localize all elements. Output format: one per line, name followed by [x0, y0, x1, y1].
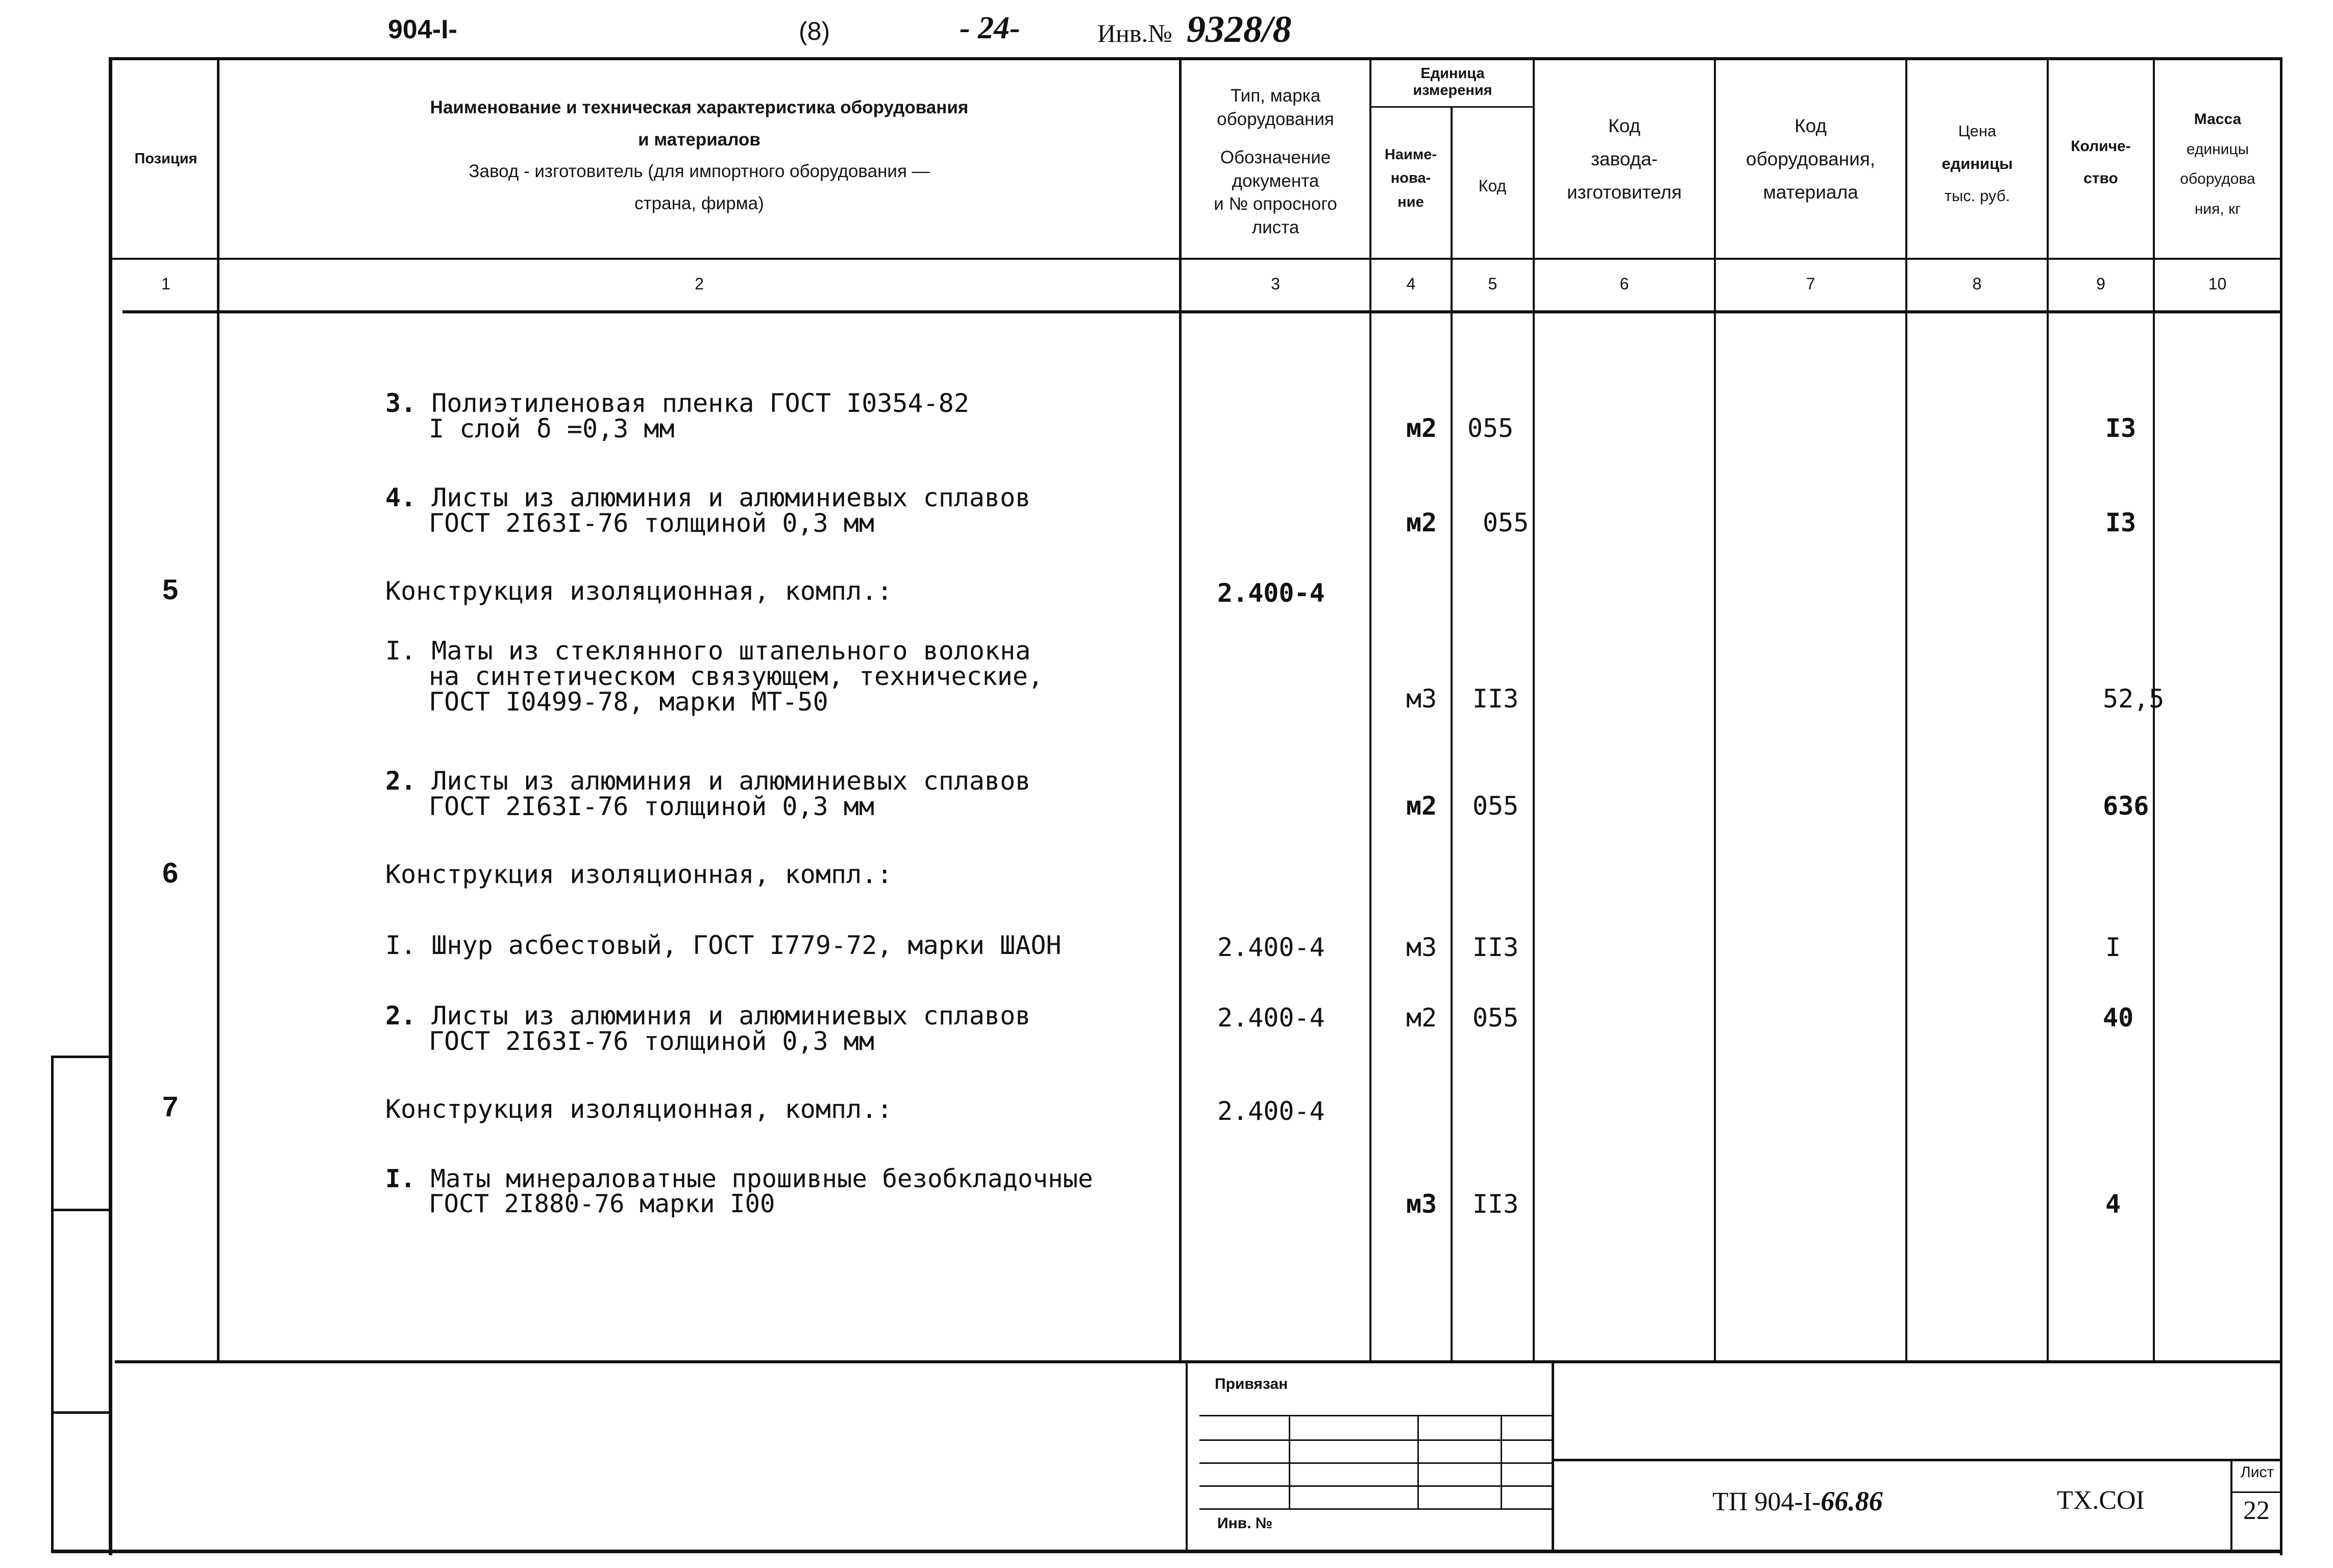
table-row	[385, 1003, 1030, 1054]
row-3-text-1: Маты из стеклянного штапельного волокна	[431, 636, 1031, 666]
col-number-7: 7	[1806, 275, 1815, 293]
stamp-sheet-label: Лист	[2241, 1464, 2274, 1481]
col-divider-7	[1905, 57, 1907, 1362]
row-0-unit: м2	[1406, 413, 1437, 443]
row-6-unit: м3	[1406, 933, 1437, 962]
col-3-header-line1: Тип, марка	[1230, 86, 1321, 106]
row-7-doc: 2.400-4	[1217, 1003, 1325, 1033]
stamp-right-hline	[1554, 1459, 2281, 1461]
table-row	[385, 578, 892, 604]
top-sheet-paren: (8)	[799, 17, 830, 45]
table-row	[385, 485, 1030, 536]
col-divider-3	[1369, 57, 1371, 1362]
col-divider-2	[1179, 57, 1182, 1362]
row-8-position: 7	[162, 1090, 179, 1122]
row-4-unit: м2	[1406, 791, 1437, 821]
stamp-sheet-vline	[2230, 1459, 2232, 1551]
col-10-header-line3: оборудова	[2180, 170, 2255, 187]
col-7-header-line1: Код	[1795, 115, 1827, 136]
row-0-text-1: Полиэтиленовая пленка ГОСТ I0354-82	[431, 388, 969, 418]
row-1-text-1: Листы из алюминия и алюминиевых сплавов	[431, 483, 1031, 512]
stamp-grid-v3	[1501, 1415, 1502, 1510]
margin-tick-2	[51, 1209, 110, 1211]
col-5-header: Код	[1478, 177, 1507, 195]
frame-right	[2280, 57, 2282, 1555]
row-9-number: I.	[385, 1164, 416, 1193]
col-7-header-line2: оборудования,	[1746, 148, 1876, 169]
row-3-number: I.	[385, 636, 416, 666]
col-45-header-line1: Единица	[1420, 65, 1485, 82]
row-0-number: 3.	[385, 388, 416, 418]
top-inv-label: Инв.№	[1097, 19, 1172, 47]
row-2-position: 5	[162, 573, 179, 605]
row-3-qty: 52,5	[2103, 684, 2165, 714]
row-9-qty: 4	[2105, 1189, 2121, 1219]
row-0-line2: I слой δ =0,3 мм	[429, 414, 675, 444]
top-series: 904-I-	[388, 15, 457, 44]
col-1-header: Позиция	[134, 151, 198, 167]
col-8-header	[1909, 115, 2046, 212]
col-10-header-line1: Масса	[2194, 111, 2242, 128]
col-divider-5	[1533, 57, 1535, 1362]
stamp-doc-code-prefix: ТП 904-I-	[1712, 1487, 1821, 1516]
col-2-header-line2: и материалов	[638, 129, 760, 150]
row-2-text: Конструкция изоляционная, компл.:	[385, 576, 893, 606]
row-9-unit: м3	[1406, 1189, 1437, 1219]
stamp-grid-h4	[1199, 1485, 1552, 1487]
frame-bottom	[51, 1550, 2282, 1553]
row-6-number: I.	[385, 930, 416, 960]
col-number-8: 8	[1972, 275, 1982, 293]
table-row	[385, 768, 1030, 819]
col-8-header-line1: Цена	[1958, 122, 1997, 140]
table-row	[385, 862, 892, 887]
col-9-header-line2: ство	[2083, 170, 2118, 187]
col-2-header-line4: страна, фирма)	[634, 193, 764, 213]
row-7-line1	[385, 1001, 1031, 1031]
col-number-1: 1	[161, 275, 170, 293]
row-1-qty: I3	[2105, 508, 2136, 537]
stamp-divider	[115, 1360, 2281, 1363]
col-2-header-line1: Наименование и техническая характеристика оборудования	[430, 97, 969, 117]
col-8-header-line2: единицы	[1942, 154, 2013, 173]
stamp-grid-v2	[1417, 1415, 1419, 1510]
col-7-header	[1717, 110, 1904, 209]
col-10-header-line2: единицы	[2186, 140, 2249, 158]
stamp-grid-h5	[1199, 1508, 1552, 1510]
col-number-4: 4	[1406, 275, 1416, 293]
row-3-line1	[385, 638, 1043, 664]
row-9-line2: ГОСТ 2I880-76 марки I00	[429, 1189, 775, 1218]
col-4-header-line1: Наиме-	[1384, 146, 1437, 163]
row-0-code: 055	[1467, 413, 1514, 443]
row-9-code: II3	[1472, 1189, 1519, 1219]
row-1-unit: м2	[1406, 508, 1437, 537]
margin-tick-3	[51, 1411, 110, 1414]
row-3-line3: ГОСТ I0499-78, марки МТ-50	[429, 687, 828, 717]
col-divider-6	[1714, 57, 1716, 1362]
stamp-mid-border	[1552, 1362, 1554, 1551]
row-3-code: II3	[1472, 684, 1519, 714]
unit-group-divider	[1370, 106, 1535, 108]
stamp-sheet-hline	[2230, 1491, 2281, 1493]
row-6-doc: 2.400-4	[1217, 933, 1325, 962]
row-7-unit: м2	[1406, 1003, 1437, 1033]
row-1-number: 4.	[385, 483, 416, 512]
col-number-9: 9	[2096, 275, 2105, 293]
row-4-text-1: Листы из алюминия и алюминиевых сплавов	[431, 766, 1031, 796]
row-3-line2: на синтетическом связующем, технические,	[429, 662, 1044, 691]
col-4-header	[1372, 143, 1450, 214]
col-10-header-line4: ния, кг	[2194, 200, 2241, 217]
stamp-privyazan: Привязан	[1215, 1376, 1288, 1392]
col-3-header-line4: документа	[1232, 170, 1319, 191]
frame-left	[109, 57, 112, 1555]
col-6-header-line1: Код	[1608, 115, 1640, 136]
row-4-code: 055	[1472, 791, 1519, 821]
col-6-header-line3: изготовителя	[1566, 181, 1682, 203]
stamp-inv-no: Инв. №	[1217, 1515, 1273, 1532]
table-row	[385, 638, 1043, 715]
col-number-5: 5	[1488, 275, 1497, 293]
row-6-line1	[385, 930, 1062, 960]
top-inv-number: 9328/8	[1187, 9, 1292, 51]
col-number-3: 3	[1271, 275, 1280, 293]
col-45-header-line2: измерения	[1413, 82, 1492, 99]
margin-tick-1	[51, 1056, 110, 1058]
header-number-row-top	[110, 258, 2281, 260]
col-4-header-line2: нова-	[1390, 170, 1431, 187]
row-3-unit: м3	[1406, 684, 1437, 714]
col-number-6: 6	[1619, 275, 1629, 293]
col-9-header	[2050, 130, 2152, 194]
row-4-line2: ГОСТ 2I63I-76 толщиной 0,3 мм	[429, 792, 874, 821]
table-row	[385, 390, 969, 442]
col-45-header	[1373, 65, 1532, 100]
row-5-position: 6	[162, 856, 179, 889]
col-number-10: 10	[2208, 275, 2227, 293]
row-7-line2: ГОСТ 2I63I-76 толщиной 0,3 мм	[429, 1026, 874, 1056]
col-number-2: 2	[695, 275, 704, 293]
col-4-header-line3: ние	[1397, 193, 1424, 210]
row-1-line2: ГОСТ 2I63I-76 толщиной 0,3 мм	[429, 508, 874, 538]
row-4-line1	[385, 768, 1030, 794]
row-4-number: 2.	[385, 766, 416, 796]
stamp-grid-h1	[1199, 1415, 1552, 1416]
col-8-header-line3: тыс. руб.	[1944, 187, 2010, 205]
stamp-grid-h2	[1199, 1439, 1552, 1441]
stamp-grid-h3	[1199, 1462, 1552, 1464]
col-10-header	[2156, 105, 2279, 224]
frame-top	[110, 57, 2281, 60]
row-6-text-1: Шнур асбестовый, ГОСТ I779-72, марки ШАОН	[431, 930, 1062, 960]
col-9-header-line1: Количе-	[2071, 138, 2131, 155]
col-6-header-line2: завода-	[1590, 148, 1658, 169]
row-4-qty: 636	[2103, 791, 2149, 821]
row-7-qty: 40	[2103, 1003, 2134, 1033]
row-7-code: 055	[1472, 1003, 1519, 1033]
row-2-doc: 2.400-4	[1217, 578, 1325, 608]
row-7-number: 2.	[385, 1001, 416, 1031]
col-3-header	[1183, 84, 1368, 239]
col-2-header	[225, 94, 1174, 217]
row-0-qty: I3	[2105, 413, 2136, 443]
row-6-qty: I	[2105, 933, 2121, 962]
stamp-doc-code	[1712, 1485, 1883, 1517]
stamp-doc-section: ТХ.СОI	[2057, 1486, 2145, 1515]
stamp-grid-v1	[1289, 1415, 1290, 1510]
margin-left-bar	[51, 1056, 54, 1553]
col-3-header-line3: Обозначение	[1220, 148, 1331, 167]
table-row	[385, 1096, 892, 1122]
row-5-text: Конструкция изоляционная, компл.:	[385, 860, 893, 889]
row-9-line1	[385, 1166, 1093, 1191]
row-1-line1	[385, 485, 1030, 510]
table-row	[385, 1166, 1093, 1216]
row-8-doc: 2.400-4	[1217, 1096, 1325, 1126]
col-divider-4	[1451, 106, 1453, 1362]
stamp-doc-code-hand: 66.86	[1821, 1486, 1883, 1516]
col-divider-8	[2047, 57, 2049, 1362]
stamp-sheet-number: 22	[2243, 1496, 2270, 1525]
header-number-row-bottom	[122, 310, 2281, 313]
row-9-text-1: Маты минераловатные прошивные безобкладочные	[430, 1164, 1093, 1193]
table-row	[385, 930, 1062, 960]
col-3-header-line6: листа	[1251, 217, 1299, 237]
col-3-header-line2: оборудования	[1217, 109, 1334, 129]
col-3-header-line5: и № опросного	[1214, 194, 1337, 214]
col-7-header-line3: материала	[1763, 181, 1858, 203]
col-6-header	[1536, 110, 1712, 209]
top-page-mark: - 24-	[960, 11, 1020, 45]
col-divider-1	[217, 57, 219, 1362]
row-6-code: II3	[1472, 933, 1519, 962]
row-7-text-1: Листы из алюминия и алюминиевых сплавов	[431, 1001, 1031, 1031]
row-1-code: 055	[1483, 508, 1529, 537]
row-8-text: Конструкция изоляционная, компл.:	[385, 1094, 893, 1124]
stamp-left-border	[1186, 1362, 1188, 1551]
row-0-line1	[385, 390, 969, 416]
col-2-header-line3: Завод - изготовитель (для импортного оборудования —	[469, 161, 930, 181]
